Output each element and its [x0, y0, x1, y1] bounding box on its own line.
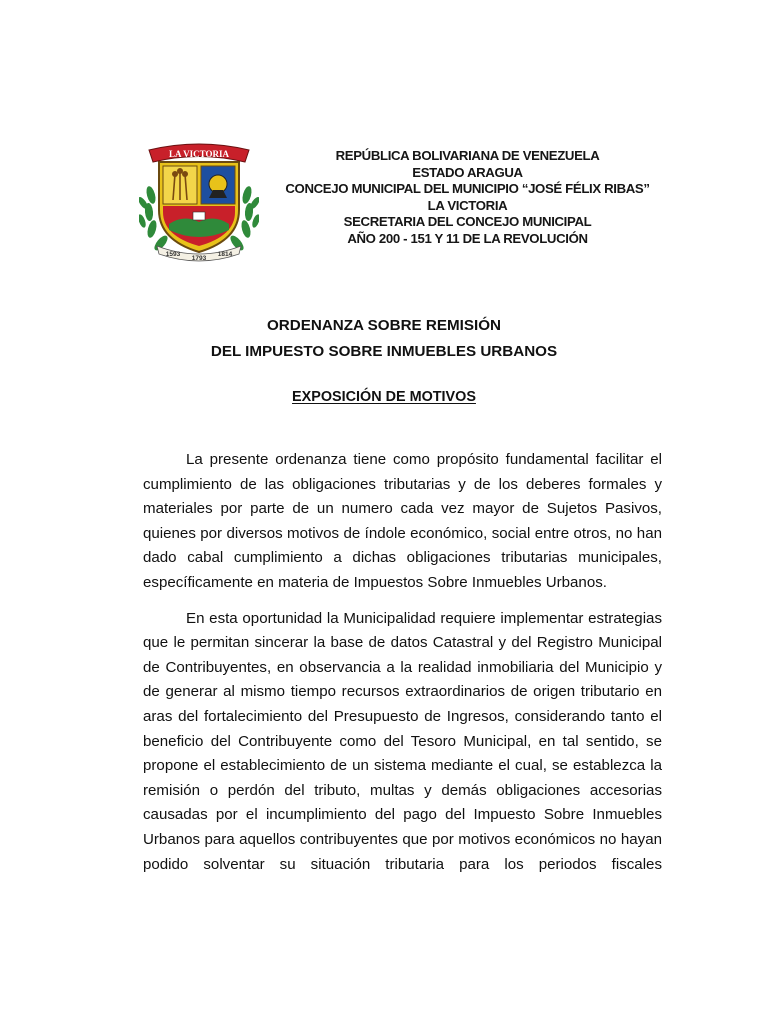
- section-heading: [0, 388, 768, 406]
- letterhead-text: [275, 148, 660, 247]
- crest-banner-text: LA VICTORIA: [169, 149, 229, 159]
- header-line-secretariat: SECRETARIA DEL CONCEJO MUNICIPAL: [343, 214, 592, 229]
- title-line-1: ORDENANZA SOBRE REMISIÓN: [266, 317, 501, 334]
- title-line-2: DEL IMPUESTO SOBRE INMUEBLES URBANOS: [210, 343, 558, 360]
- header-line-city: LA VICTORIA: [427, 197, 508, 213]
- letterhead: [135, 140, 665, 265]
- header-line-state: ESTADO ARAGUA: [412, 164, 523, 180]
- shield-building: [193, 212, 205, 220]
- document-title: [0, 313, 768, 365]
- header-line-council: CONCEJO MUNICIPAL DEL MUNICIPIO “JOSÉ FÉLIX RIBAS”: [285, 181, 650, 196]
- body-paragraph-2: En esta oportunidad la Municipalidad requiere implementar estrategias que le permitan sincerar la base de datos Catastral y del Registro Municipal de Contribuyentes, en observancia a la realidad inmobiliaria del Municipio y de generar al mismo tiempo recursos extraordinarios de origen tributario en aras del fortalecimiento del Presupuesto de Ingresos, considerando tanto el beneficio del Contribuyente como del Tesoro Municipal, en tal sentido, se propone el establecimiento de un sistema mediante el cual, se establezca la remisión o perdón del tributo, multas y demás obligaciones accesorias causadas por el incumplimiento del pago del Impuesto Sobre Inmuebles Urbanos para aquellos contribuyentes que por motivos económicos no hayan podido solventar su situación tributaria para los periodos fiscales: [143, 609, 662, 873]
- header-line-republic: REPÚBLICA BOLIVARIANA DE VENEZUELA: [335, 148, 600, 163]
- municipal-coat-of-arms: [139, 140, 259, 265]
- crest-date-3: 1814: [217, 251, 233, 258]
- document-body: [143, 448, 662, 888]
- header-line-year: AÑO 200 - 151 Y 11 DE LA REVOLUCIÓN: [347, 230, 588, 246]
- section-heading-text: EXPOSICIÓN DE MOTIVOS: [292, 389, 476, 405]
- crest-date-2: 1793: [191, 255, 207, 262]
- body-paragraph-1: La presente ordenanza tiene como propósito fundamental facilitar el cumplimiento de las obligaciones tributarias y de los deberes formales y materiales por parte de un numero cada vez mayor de Sujetos Pasivos, quienes por diversos motivos de índole económico, social entre otros, no han dado cabal cumplimiento a dichas obligaciones tributarias municipales, específicamente en materia de Impuestos Sobre Inmuebles Urbanos.: [143, 451, 662, 591]
- crest-date-1: 1593: [165, 251, 181, 258]
